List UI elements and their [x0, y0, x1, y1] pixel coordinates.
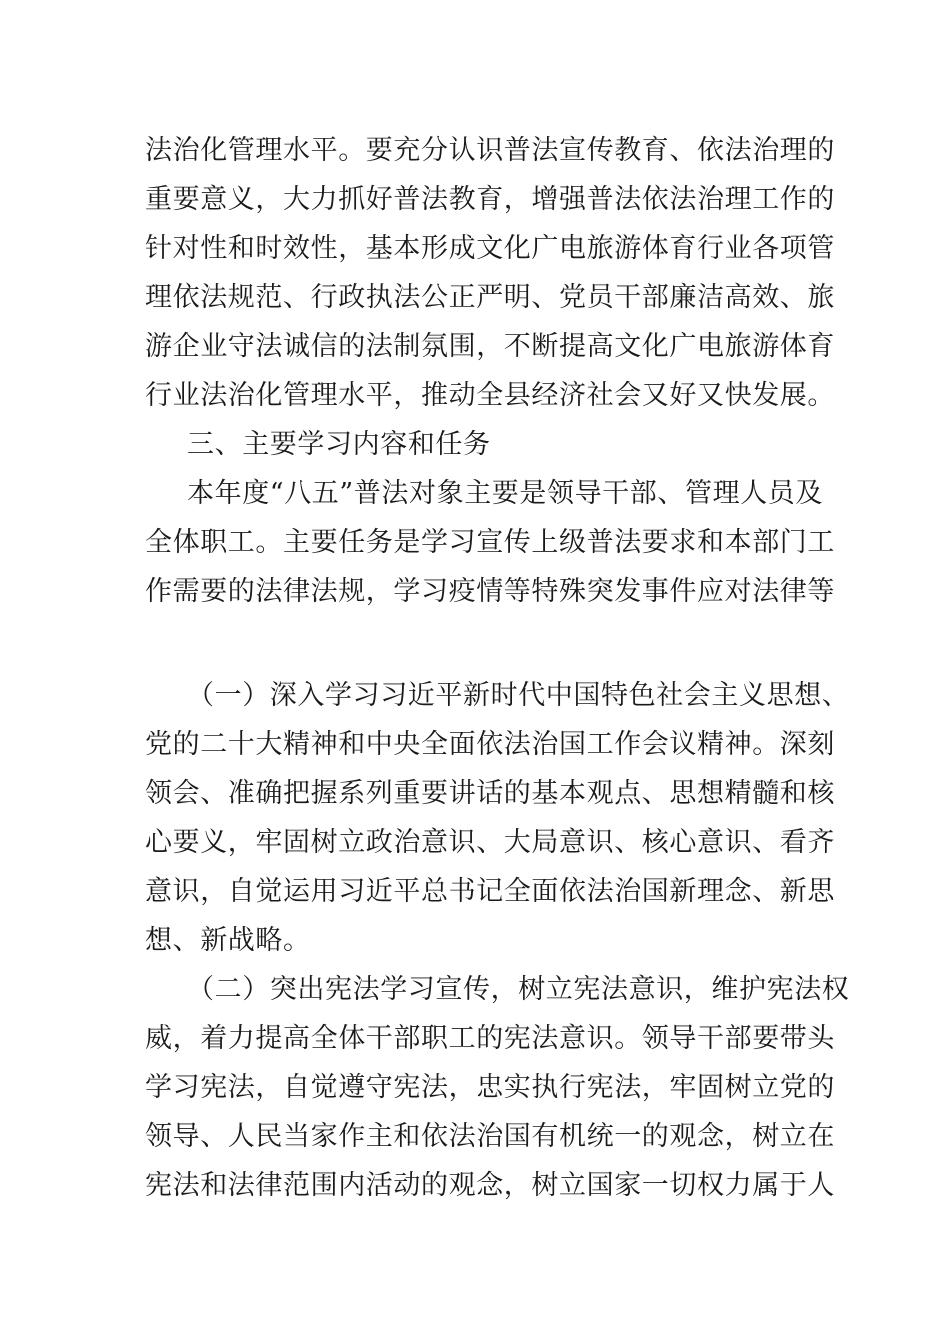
- text-line: 理依法规范、行政执法公正严明、党员干部廉洁高效、旅: [145, 282, 835, 313]
- text-line: 党的二十大精神和中央全面依法治国工作会议精神。深刻: [145, 729, 835, 760]
- text-line: 重要意义，大力抓好普法教育，增强普法依法治理工作的: [145, 184, 835, 215]
- text-line: 领会、准确把握系列重要讲话的基本观点、思想精髓和核: [145, 778, 835, 809]
- section-heading: 三、主要学习内容和任务: [187, 429, 491, 460]
- text-line: 想、新战略。: [145, 925, 311, 956]
- text-line: （二）突出宪法学习宣传，树立宪法意识，维护宪法权: [187, 974, 850, 1005]
- text-line: 宪法和法律范围内活动的观念，树立国家一切权力属于人: [145, 1170, 835, 1201]
- text-line: 全体职工。主要任务是学习宣传上级普法要求和本部门工: [145, 527, 835, 558]
- text-line: 威，着力提高全体干部职工的宪法意识。领导干部要带头: [145, 1023, 835, 1054]
- text-line: 学习宪法，自觉遵守宪法，忠实执行宪法，牢固树立党的: [145, 1072, 835, 1103]
- text-line: 法治化管理水平。要充分认识普法宣传教育、依法治理的: [145, 135, 835, 166]
- text-line: 针对性和时效性，基本形成文化广电旅游体育行业各项管: [145, 233, 835, 264]
- text-line: 本年度“八五”普法对象主要是领导干部、管理人员及: [187, 478, 824, 509]
- text-line: 意识，自觉运用习近平总书记全面依法治国新理念、新思: [145, 876, 835, 907]
- text-line: 行业法治化管理水平，推动全县经济社会又好又快发展。: [145, 380, 835, 411]
- text-line: （一）深入学习习近平新时代中国特色社会主义思想、: [187, 680, 850, 711]
- text-line: 心要义，牢固树立政治意识、大局意识、核心意识、看齐: [145, 827, 835, 858]
- text-line: 游企业守法诚信的法制氛围，不断提高文化广电旅游体育: [145, 331, 835, 362]
- text-line: 作需要的法律法规，学习疫情等特殊突发事件应对法律等: [145, 576, 835, 607]
- text-line: 领导、人民当家作主和依法治国有机统一的观念，树立在: [145, 1121, 835, 1152]
